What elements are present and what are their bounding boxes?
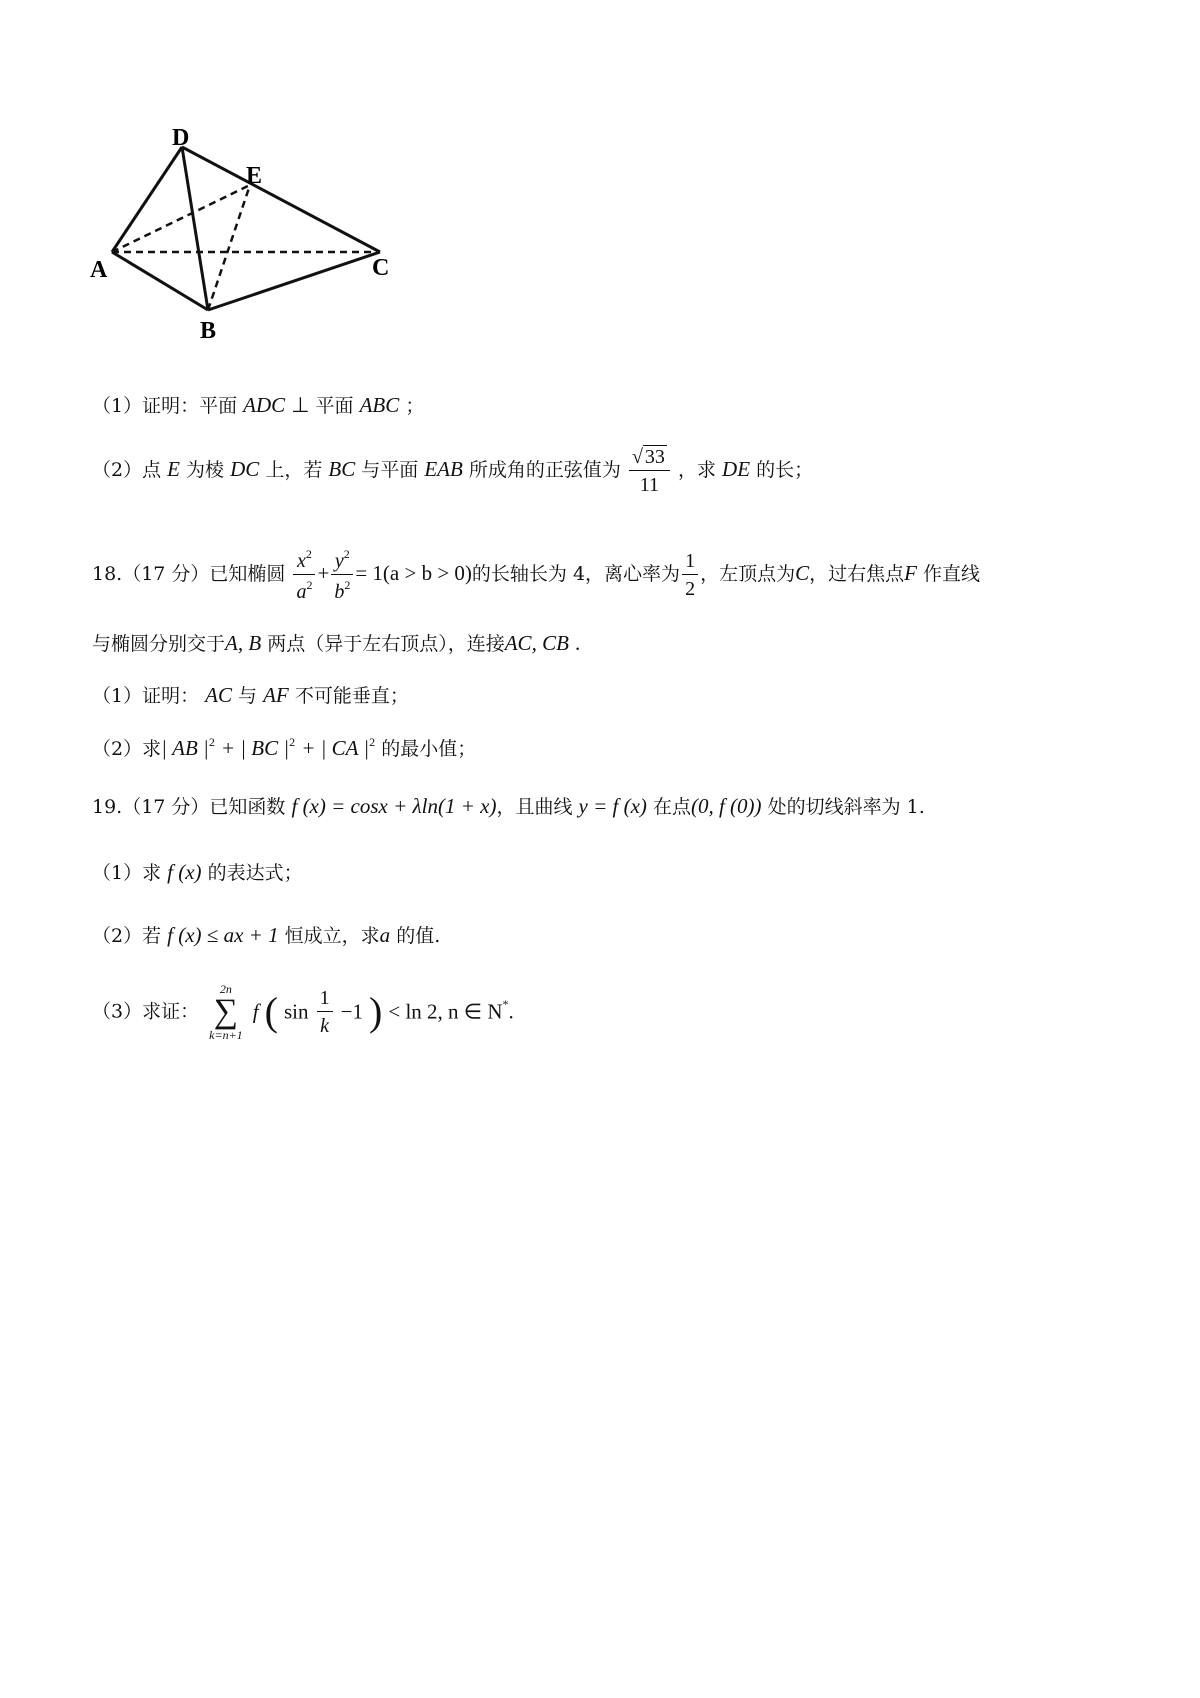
tetrahedron-figure	[90, 125, 430, 375]
text: 的值.	[396, 925, 441, 947]
math-DE: DE	[722, 457, 751, 481]
label-D: D	[172, 125, 190, 151]
label-C: C	[372, 255, 390, 281]
edge-BE-dashed	[208, 185, 250, 310]
math-A-B: A, B	[225, 631, 262, 655]
question-number: 19.（17 分）已知函数	[92, 796, 286, 818]
math-E: E	[167, 457, 180, 481]
numerator: 1	[317, 988, 333, 1012]
part-number: （1）	[92, 395, 143, 417]
math-inequality: f (x) ≤ ax + 1	[167, 923, 279, 947]
part-number: （2）	[92, 925, 143, 947]
expr-CA: + | CA |	[301, 736, 370, 760]
q19-part1	[92, 862, 303, 883]
text: 与平面	[361, 459, 419, 481]
text: 恒成立，求	[284, 925, 380, 947]
text: 两点（异于左右顶点），连接	[267, 633, 505, 655]
var-y: y	[334, 550, 344, 572]
expr-BC: + | BC |	[220, 736, 290, 760]
text: 平面	[315, 395, 354, 417]
text: ，且曲线	[496, 796, 573, 818]
denominator: k	[320, 1015, 329, 1037]
math-BC: BC	[328, 457, 356, 481]
text: 所成角的正弦值为	[468, 459, 621, 481]
text: ，求	[677, 459, 716, 481]
var-a: a	[296, 581, 307, 603]
text: .	[574, 631, 581, 655]
var-b: b	[334, 581, 345, 603]
fraction-sqrt33-over-11	[629, 447, 670, 495]
fraction-y2-over-b2	[331, 548, 353, 602]
edge-DC	[182, 147, 380, 252]
math-AF: AF	[263, 683, 289, 707]
math-f: f	[252, 999, 259, 1024]
part-number: （2）	[92, 459, 143, 481]
math-DC: DC	[230, 457, 260, 481]
math-F: F	[904, 561, 917, 585]
var-x: x	[297, 550, 306, 572]
numerator: √ 33	[629, 447, 670, 471]
q18-part2: （2）求| AB $|^2$ + | BC $|^2$ + | CA $|^2$ 的最小值；	[92, 735, 477, 760]
numerator: $x^2$	[293, 548, 315, 575]
q19-part3	[92, 983, 514, 1041]
numerator: 1	[682, 551, 698, 575]
fraction-1-over-k	[317, 988, 333, 1036]
text: 的最小值；	[381, 738, 477, 760]
text: 在点	[652, 796, 691, 818]
sum-lower-limit: k=n+1	[209, 1028, 243, 1042]
text: 证明：平面	[142, 395, 238, 417]
math-ADC: ADC	[243, 393, 286, 417]
text: 的表达式；	[207, 862, 303, 884]
math-bound: < ln 2, n ∈ N	[388, 999, 503, 1024]
perp-symbol: ⊥	[291, 393, 310, 417]
denominator: 11	[639, 474, 660, 496]
math-fx: f (x)	[167, 860, 202, 884]
summation	[209, 983, 243, 1041]
left-paren: (	[264, 989, 278, 1034]
math-point: (0, f (0))	[690, 794, 762, 818]
text: 为棱	[186, 459, 225, 481]
q19-stem	[92, 796, 925, 817]
text: 上，若	[265, 459, 323, 481]
radicand: 33	[644, 446, 665, 468]
text: 不可能垂直；	[294, 685, 409, 707]
label-E: E	[246, 163, 263, 189]
text: 求	[142, 738, 162, 760]
q18-part1	[92, 685, 409, 706]
edge-DB	[182, 147, 208, 310]
text: 求	[142, 862, 162, 884]
math-ABC: ABC	[359, 393, 400, 417]
label-B: B	[200, 318, 217, 344]
text: 处的切线斜率为 1.	[767, 796, 925, 818]
edge-AB	[112, 252, 208, 310]
math-AC: AC	[205, 683, 232, 707]
math-AC-CB: AC, CB	[504, 631, 569, 655]
text: 若	[142, 925, 162, 947]
denominator: $b^2$	[334, 578, 351, 603]
text: .	[508, 999, 514, 1024]
part-number: （3）	[92, 1000, 143, 1023]
text: 与	[238, 685, 258, 707]
text: 证明：	[142, 685, 200, 707]
text: 与椭圆分别交于	[92, 633, 226, 655]
math-curve: y = f (x)	[578, 794, 647, 818]
fraction-x2-over-a2	[293, 548, 315, 602]
denominator: 2	[685, 578, 696, 600]
text: ，左顶点为	[700, 563, 796, 585]
right-paren: )	[369, 989, 383, 1034]
math-function-def: f (x) = cosx + λln(1 + x)	[291, 794, 497, 818]
text: 作直线	[922, 563, 980, 585]
sigma-symbol: ∑	[213, 993, 239, 1030]
part-number: （1）	[92, 862, 143, 884]
q19-part2	[92, 925, 440, 946]
label-A: A	[90, 257, 108, 283]
minus-one: −1	[340, 999, 363, 1024]
question-number: 18.（17 分）已知椭圆	[92, 563, 286, 585]
math-C: C	[795, 561, 810, 585]
fraction-one-half	[682, 551, 698, 599]
edge-BC	[208, 252, 380, 310]
q18-stem-line2	[92, 633, 580, 654]
text: ；	[405, 395, 425, 417]
expr-AB: | AB |	[161, 736, 209, 760]
part-number: （1）	[92, 685, 143, 707]
text: 的长；	[756, 459, 814, 481]
part-number: （2）	[92, 738, 143, 760]
q17-part1	[92, 395, 424, 416]
q18-stem-line1: 18.（17 分）已知椭圆 $\frac{x^2}{a^2}$ + $\frac{y^2}{b^2}$ = 1(a > b > 0)的长轴长为 4，离心率为 $\frac{1}{2}$ ，左顶点为C，过右焦点F 作直线	[92, 547, 980, 603]
text: 点	[142, 459, 162, 481]
text: 的长轴长为 4，离心率为	[471, 563, 681, 585]
denominator: $a^2$	[296, 578, 313, 603]
star-superscript: *	[502, 997, 509, 1011]
sum-upper-limit: 2n	[219, 982, 232, 996]
text: 求证：	[142, 1000, 200, 1023]
math-a: a	[379, 923, 391, 947]
math-EAB: EAB	[424, 457, 463, 481]
math-sin: sin	[284, 999, 309, 1024]
numerator: $y^2$	[331, 548, 353, 575]
text: ，过右焦点	[809, 563, 905, 585]
q17-part2	[92, 447, 813, 495]
equation-condition: = 1(a > b > 0)	[355, 561, 472, 585]
